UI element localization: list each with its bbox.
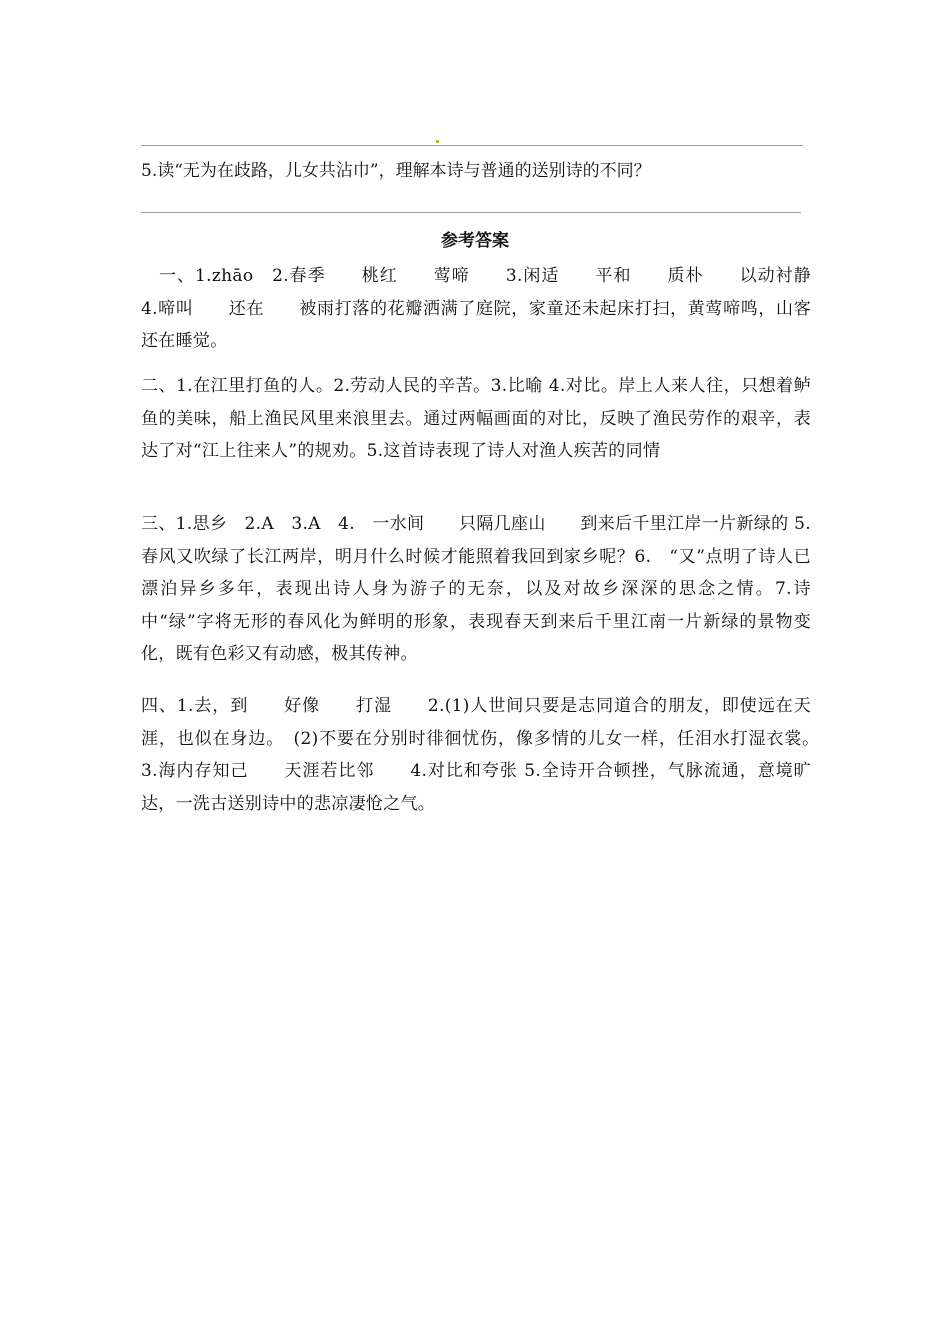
answer-section-2: 二、1.在江里打鱼的人。2.劳动人民的辛苦。3.比喻 4.对比。岸上人来人往，只想着鲈鱼的美味，船上渔民风里来浪里去。通过两幅画面的对比，反映了渔民劳作的艰辛，表达了对“江上往来人”的规劝。5.这首诗表现了诗人对渔人疾苦的同情: [141, 376, 811, 461]
question-5: 5.读“无为在歧路，儿女共沾巾”，理解本诗与普通的送别诗的不同？: [141, 161, 651, 181]
answer-section-1: 一、1.zhāo 2.春季 桃红 莺啼 3.闲适 平和 质朴 以动衬静 4.啼叫 还在 被雨打落的花瓣洒满了庭院，家童还未起床打扫，黄莺啼鸣，山客还在睡觉。: [141, 266, 846, 351]
answer-section-3: 三、1.思乡 2.A 3.A 4. 一水间 只隔几座山 到来后千里江岸一片新绿的 5. 春风又吹绿了长江两岸，明月什么时候才能照着我回到家乡呢？6. “又”点明了诗人已漂泊异乡多年，表现出诗人身为游子的无奈，以及对故乡深深的思念之情。7.诗中“绿”字将无形的春风化为鲜明的形象，表现春天到来后千里江南一片新绿的景物变化，既有色彩又有动感，极其传神。: [141, 514, 829, 664]
answer-section-4: 四、1.去，到 好像 打湿 2.(1)人世间只要是志同道合的朋友，即使远在天涯，也似在身边。 (2)不要在分别时徘徊忧伤，像多情的儿女一样，任泪水打湿衣裳。 3.海内存知己 天涯若比邻 4.对比和夸张 5.全诗开合顿挫，气脉流通，意境旷达，一洗古送别诗中的悲凉凄怆之气。: [141, 696, 829, 814]
marker-dot: [436, 140, 439, 143]
answer-line-top: [141, 145, 803, 146]
answer-line-bottom: [141, 212, 801, 213]
answers-heading: 参考答案: [441, 231, 509, 251]
